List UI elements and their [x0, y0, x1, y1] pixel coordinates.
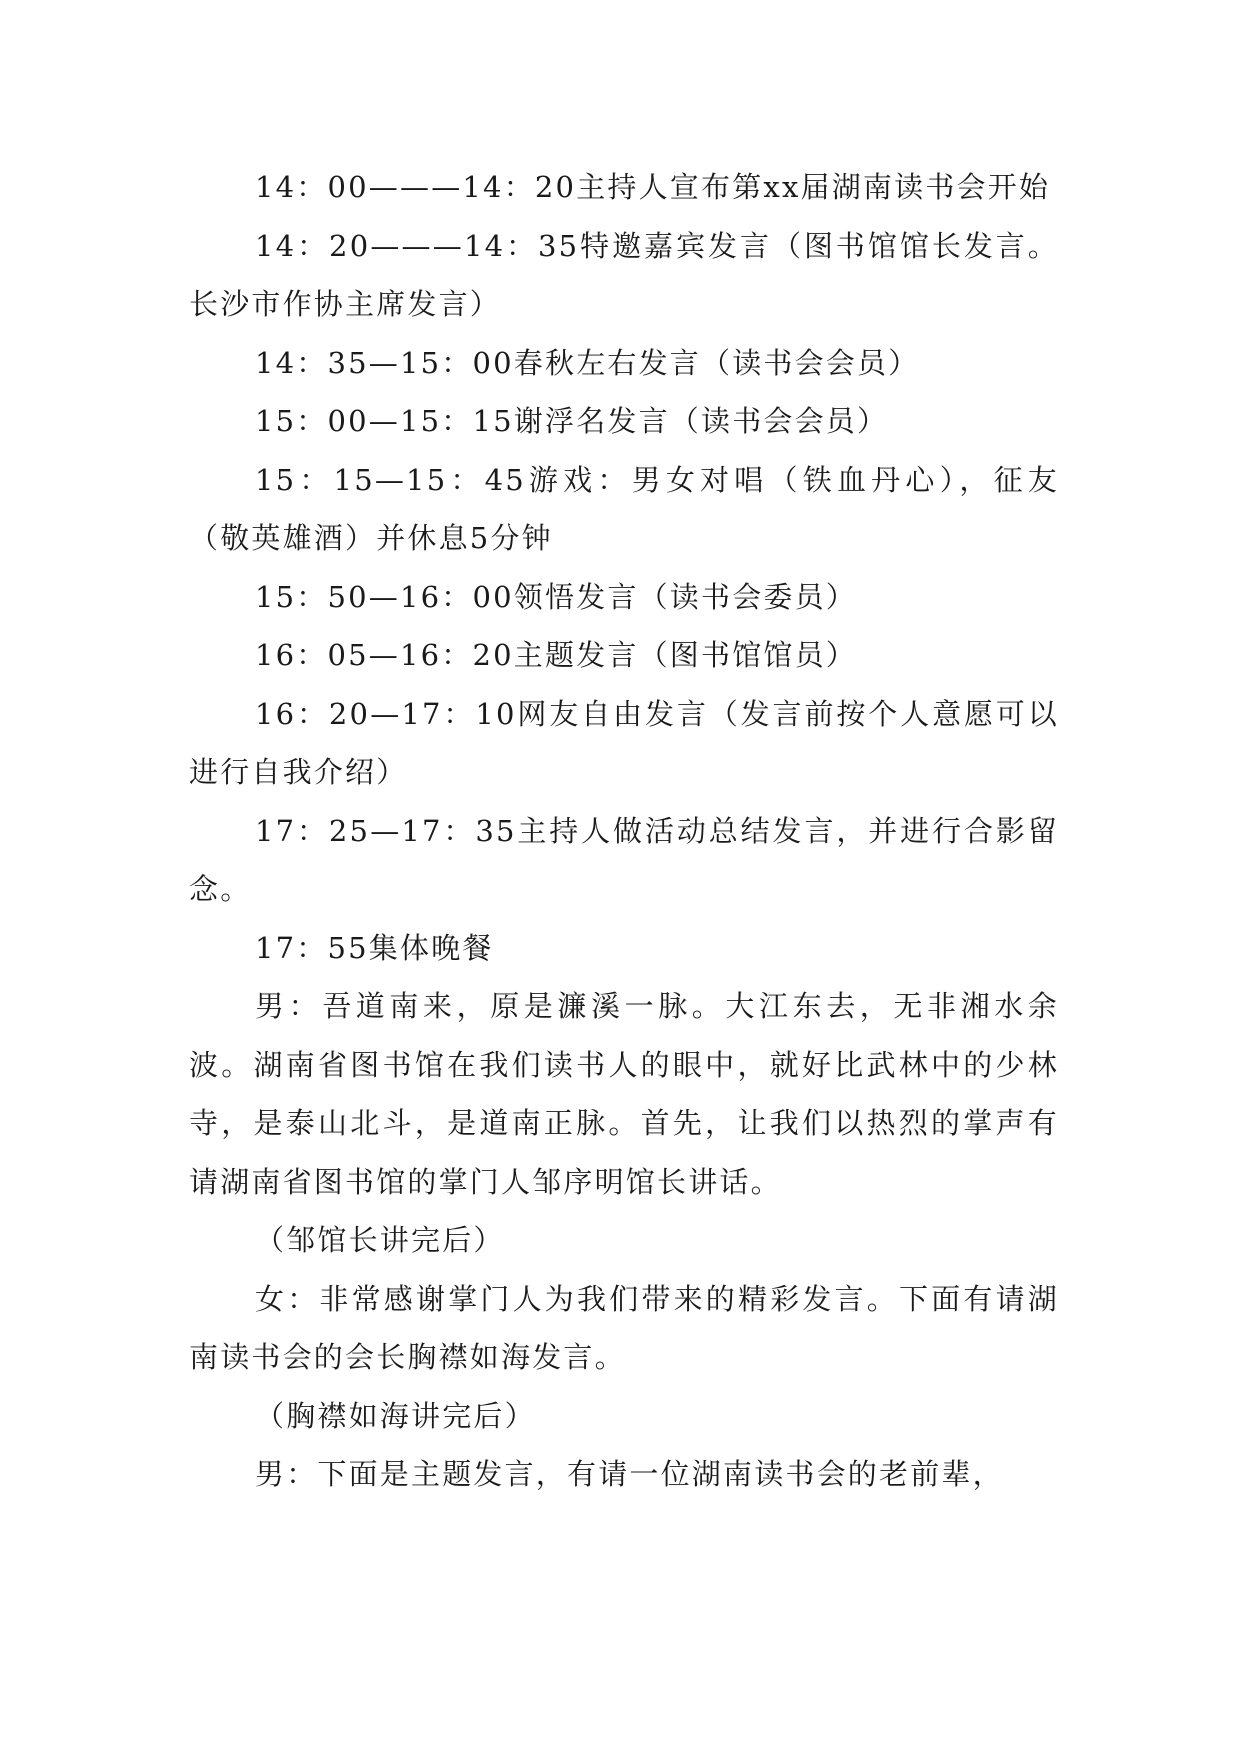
schedule-item-theme-speech: 16：05—16：20主题发言（图书馆馆员） [255, 638, 858, 672]
stage-note-xiongjin: （胸襟如海讲完后） [255, 1398, 536, 1433]
schedule-item-dinner: 17：55集体晚餐 [255, 930, 494, 965]
document-page [189, 158, 1059, 1504]
stage-note-zou: （邹馆长讲完后） [255, 1223, 505, 1257]
script-male-theme: 男：下面是主题发言，有请一位湖南读书会的老前辈， [255, 1457, 1004, 1491]
schedule-item-opening: 14：00———14：20主持人宣布第xx届湖南读书会开始 [255, 170, 1051, 204]
script-female-thanks: 女：非常感谢掌门人为我们带来的精彩发言。下面有请湖南读书会的会长胸襟如海发言。 [189, 1281, 1059, 1374]
schedule-item-summary: 17：25—17：35主持人做活动总结发言，并进行合影留念。 [189, 813, 1059, 906]
schedule-item-games: 15：15—15：45游戏：男女对唱（铁血丹心），征友（敬英雄酒）并休息5分钟 [189, 462, 1059, 555]
schedule-item-xiefuming-speech: 15：00—15：15谢浮名发言（读书会会员） [255, 404, 889, 438]
schedule-item-lingwu-speech: 15：50—16：00领悟发言（读书会委员） [255, 579, 858, 614]
schedule-item-chunqiu-speech: 14：35—15：00春秋左右发言（读书会会员） [255, 345, 920, 380]
script-male-intro: 男：吾道南来，原是濂溪一脉。大江东去，无非湘水余波。湖南省图书馆在我们读书人的眼中，就好比武林中的少林寺，是泰山北斗，是道南正脉。首先，让我们以热烈的掌声有请湖南省图书馆的掌门人邹序明馆长讲话。 [189, 989, 1059, 1199]
schedule-item-free-speech: 16：20—17：10网友自由发言（发言前按个人意愿可以进行自我介绍） [189, 696, 1059, 789]
schedule-item-guest-speech: 14：20———14：35特邀嘉宾发言（图书馆馆长发言。长沙市作协主席发言） [189, 228, 1059, 321]
